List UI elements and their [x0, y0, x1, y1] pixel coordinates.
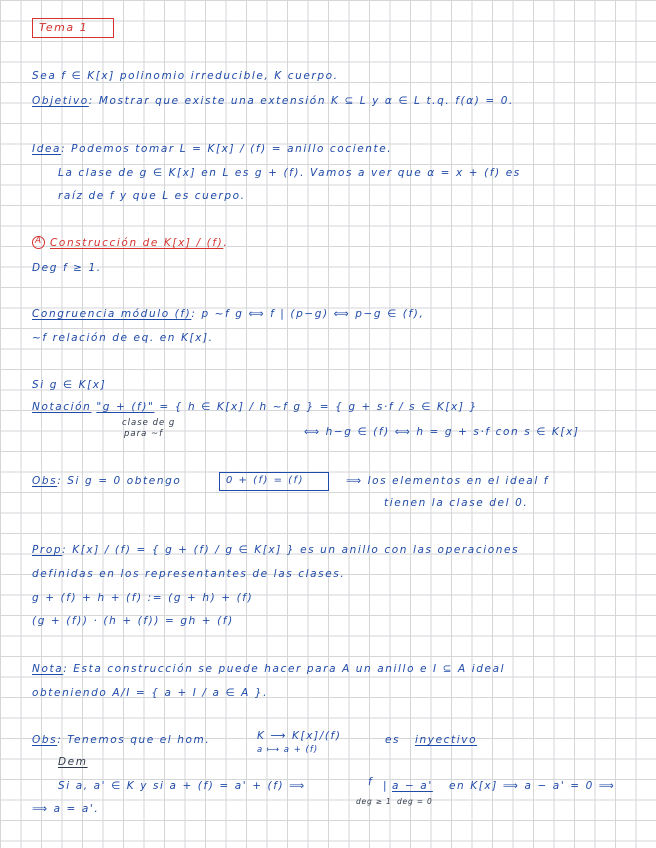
fraction-diff: a − a'	[392, 780, 433, 792]
prop-line-1	[32, 543, 519, 557]
obs2-line-3: ⟹ a = a'.	[32, 803, 100, 815]
objective-label: Objetivo	[32, 95, 89, 107]
idea-label: Idea	[32, 143, 62, 155]
page-title: Tema 1	[39, 21, 89, 34]
degree-note-0: deg = 0	[397, 797, 433, 806]
obs1-label: Obs	[32, 475, 58, 487]
nota-label: Nota	[32, 663, 64, 675]
prop-line-3: g + (f) + h + (f) := (g + h) + (f)	[32, 592, 254, 604]
degree-note-1: deg ≥ 1	[356, 797, 392, 806]
hom-map-top: K ⟶ K[x]/(f)	[257, 730, 342, 742]
fraction-divides: |	[383, 780, 389, 792]
degree-line: Deg f ≥ 1.	[32, 262, 102, 274]
notation-line-2	[32, 400, 478, 414]
boxed-equation-text: 0 + (f) = (f)	[226, 475, 304, 486]
notation-label: Notación	[32, 401, 92, 413]
obs2-line-1	[32, 733, 210, 747]
congruence-label: Congruencia módulo (f)	[32, 308, 192, 320]
nota-text-1: : Esta construcción se puede hacer para A un anillo e I ⊆ A ideal	[63, 663, 506, 675]
dem-label: Dem	[58, 756, 88, 768]
prop-text-1: : K[x] / (f) = { g + (f) / g ∈ K[x] } es un anillo con las operaciones	[62, 544, 520, 556]
section-a-title: Construcción de K[x] / (f)	[50, 237, 224, 249]
section-a-tail: .	[223, 237, 229, 249]
fraction-f: f	[368, 776, 374, 788]
objective-text: : Mostrar que existe una extensión K ⊆ L y α ∈ L t.q. f(α) = 0.	[88, 95, 514, 107]
intro-line-1: Sea f ∈ K[x] polinomio irreducible, K cuerpo.	[32, 70, 339, 82]
prop-line-2: definidas en los representantes de las clases.	[32, 568, 346, 580]
notation-rhs: = { h ∈ K[x] / h ~f g } = { g + s·f / s ∈ K[x] }	[154, 401, 478, 413]
idea-text-1: : Podemos tomar L = K[x] / (f) = anillo cociente.	[61, 143, 393, 155]
obs2-mid: es	[385, 734, 401, 746]
objective-line	[32, 94, 514, 108]
injective-word: inyectivo	[415, 734, 478, 746]
section-a-letter: A	[35, 236, 42, 246]
notation-line-1: Si g ∈ K[x]	[32, 379, 107, 391]
hom-map-bottom: a ⟼ a + (f)	[257, 745, 319, 755]
obs1-pre: : Si g = 0 obtengo	[57, 475, 182, 487]
obs1-line-2: tienen la clase del 0.	[384, 497, 529, 509]
congruence-text: : p ~f g ⟺ f | (p−g) ⟺ p−g ∈ (f),	[191, 308, 425, 320]
congruence-line-1	[32, 307, 424, 321]
nota-line-2: obteniendo A/I = { a + I / a ∈ A }.	[32, 687, 269, 699]
section-a-heading	[50, 236, 228, 250]
prop-line-4: (g + (f)) · (h + (f)) = gh + (f)	[32, 615, 234, 627]
nota-line-1	[32, 662, 505, 676]
obs2-line-2-pre: Si a, a' ∈ K y si a + (f) = a' + (f) ⟹	[58, 780, 306, 792]
obs2-line-2-post: en K[x] ⟹ a − a' = 0 ⟹	[449, 780, 616, 792]
obs2-label: Obs	[32, 734, 58, 746]
notation-quoted: "g + (f)"	[96, 401, 155, 413]
title-box	[32, 18, 114, 38]
prop-label: Prop	[32, 544, 63, 556]
idea-line-1	[32, 142, 392, 156]
idea-line-2: La clase de g ∈ K[x] en L es g + (f). Vamos a ver que α = x + (f) es	[58, 167, 521, 179]
section-a-marker	[32, 236, 45, 249]
idea-line-3: raíz de f y que L es cuerpo.	[58, 190, 246, 202]
obs1-post: ⟹ los elementos en el ideal f	[346, 475, 550, 487]
notation-note-1: clase de g	[122, 418, 176, 428]
notation-note-2: para ~f	[124, 429, 164, 439]
congruence-line-2: ~f relación de eq. en K[x].	[32, 332, 214, 344]
obs1-line-1	[32, 474, 181, 488]
notation-line-3: ⟺ h−g ∈ (f) ⟺ h = g + s·f con s ∈ K[x]	[304, 426, 580, 438]
obs2-pre: : Tenemos que el hom.	[57, 734, 211, 746]
boxed-equation	[219, 472, 329, 491]
